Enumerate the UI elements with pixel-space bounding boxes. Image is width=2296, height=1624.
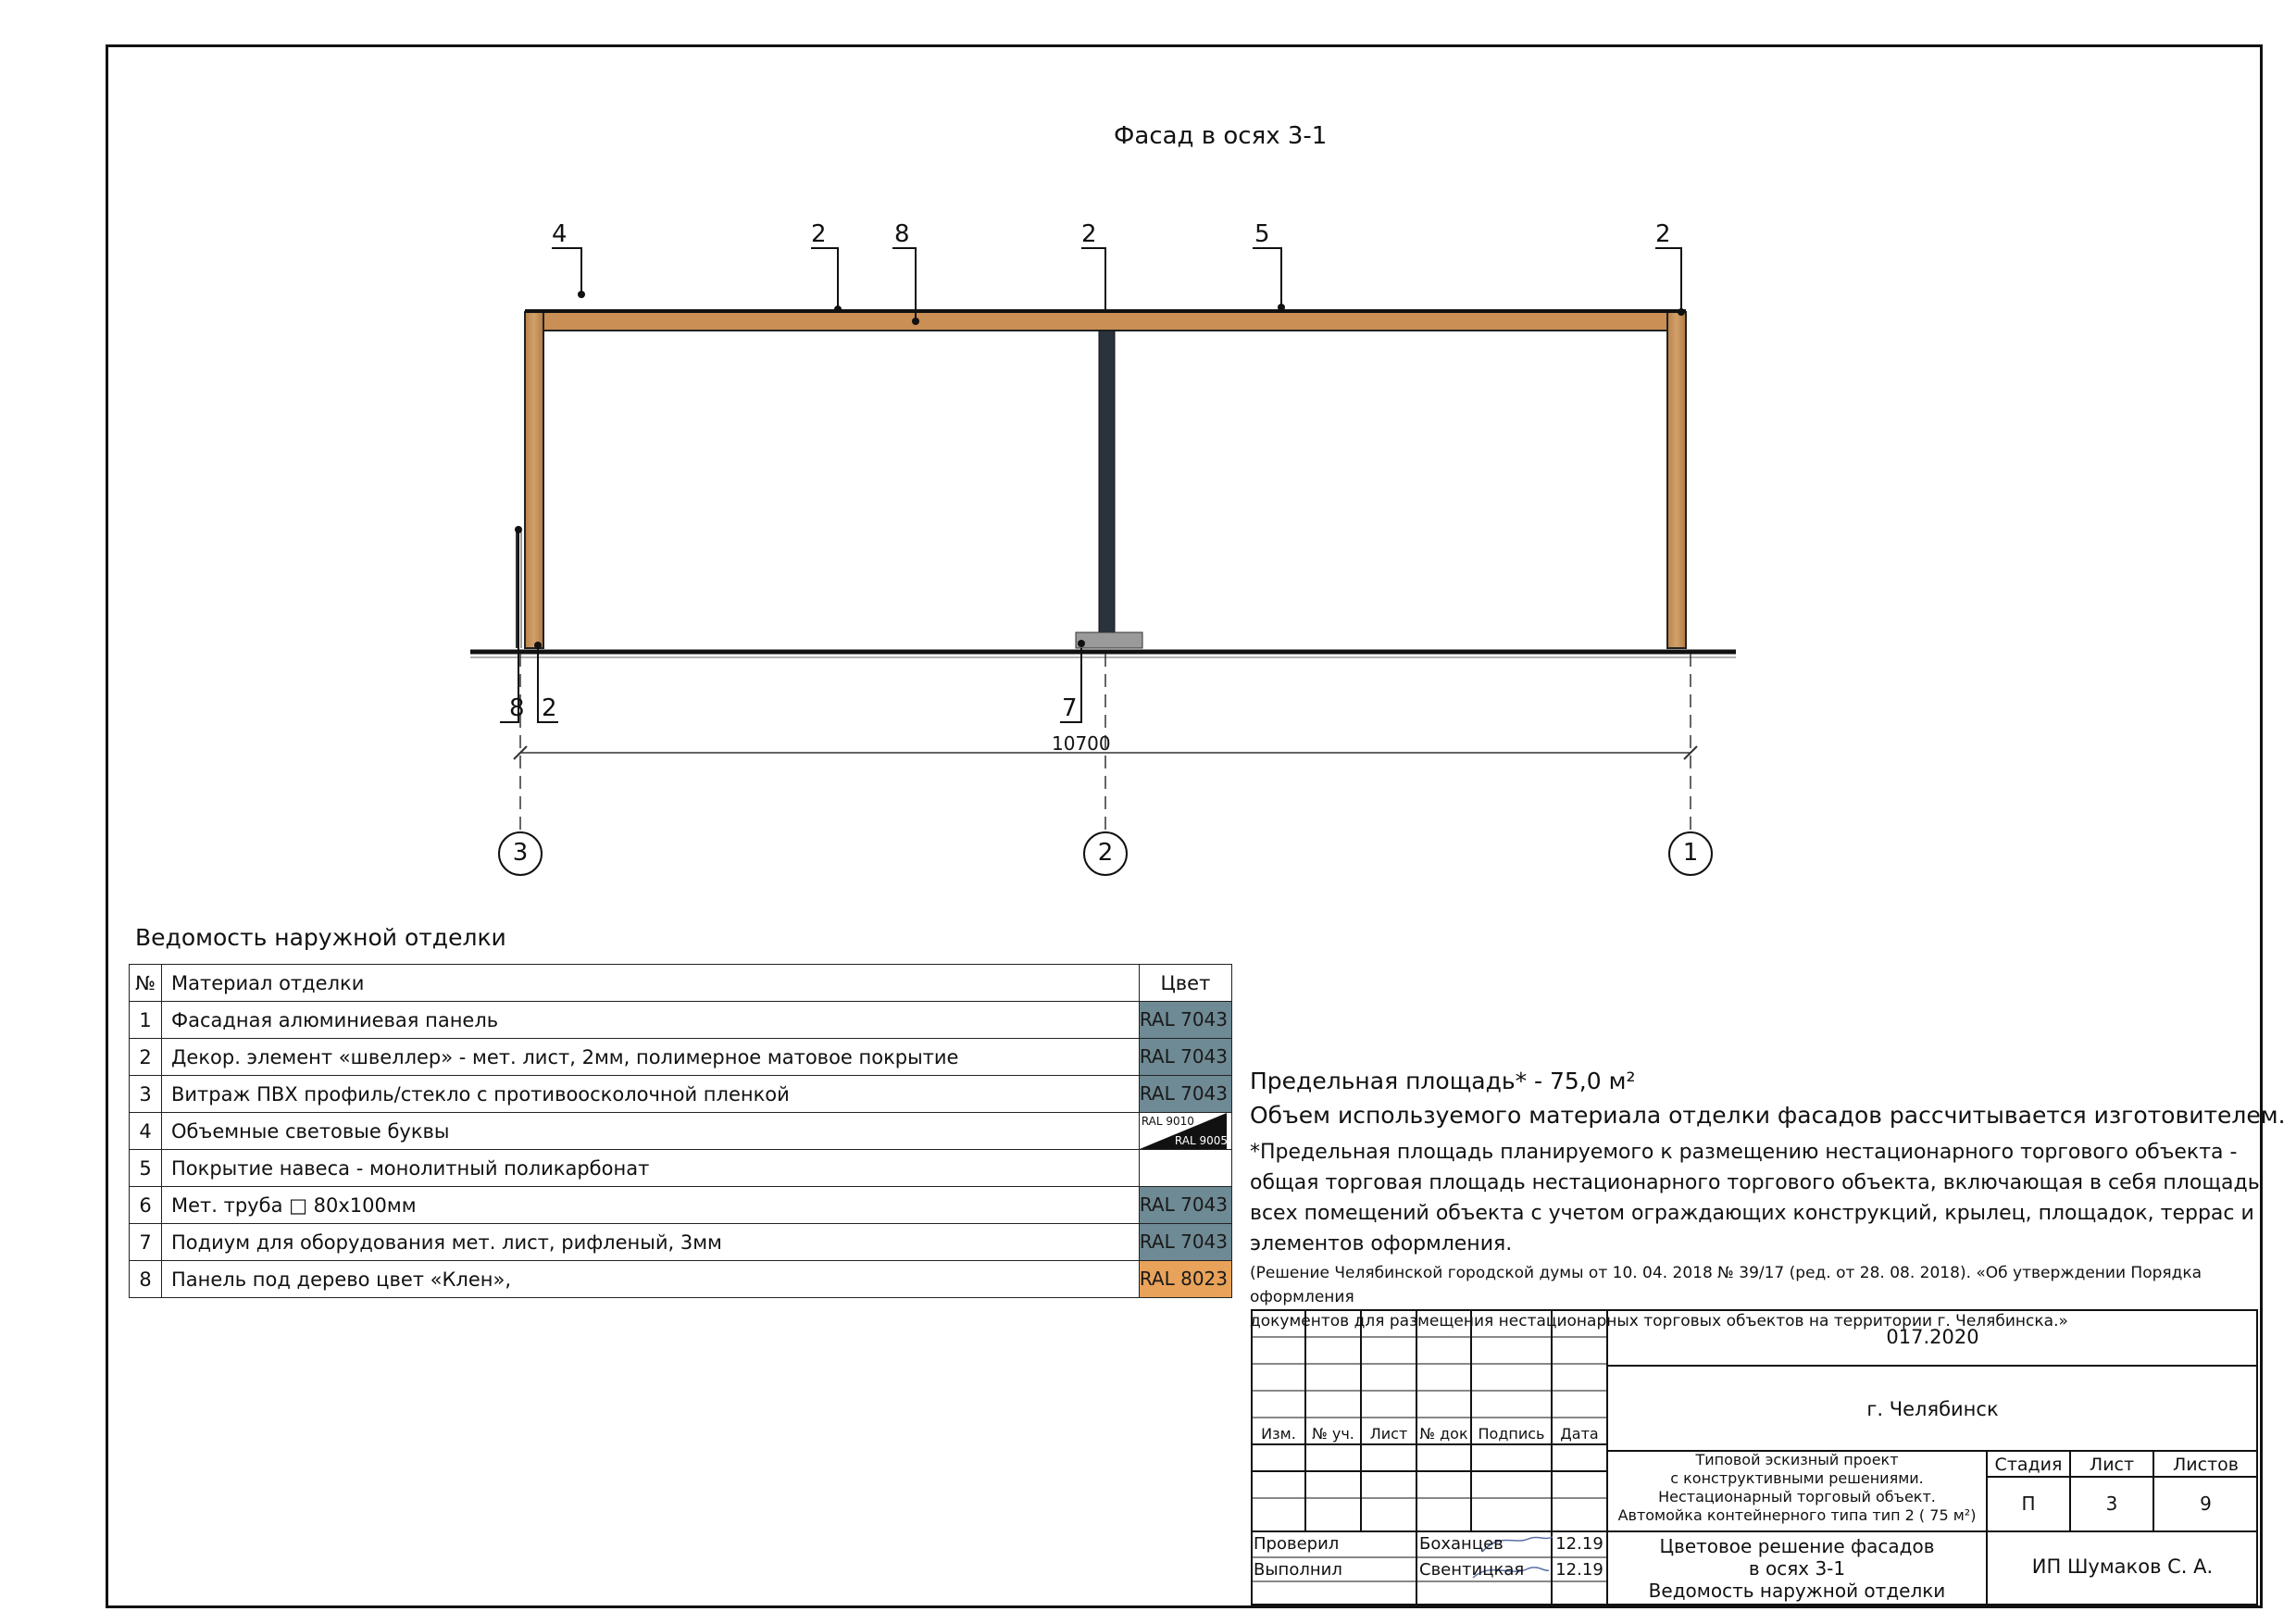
project-line: Нестационарный торговый объект. bbox=[1658, 1488, 1936, 1505]
sheets-label: Листов bbox=[2173, 1455, 2239, 1475]
row-material: Мет. труба □ 80х100мм bbox=[162, 1187, 1140, 1224]
leader-label: 8 bbox=[894, 220, 910, 248]
project-line: с конструктивными решениями. bbox=[1670, 1469, 1924, 1487]
city: г. Челябинск bbox=[1866, 1398, 1999, 1420]
drawing-title: Фасад в осях 3-1 bbox=[1114, 122, 1328, 150]
header-nuch: № уч. bbox=[1312, 1425, 1354, 1443]
leader-label: 2 bbox=[1655, 220, 1671, 248]
canopy-right-post bbox=[1667, 312, 1686, 648]
stage-label: Стадия bbox=[1994, 1455, 2063, 1475]
checked-date: 12.19 bbox=[1555, 1534, 1603, 1554]
document-code: 017.2020 bbox=[1886, 1326, 1979, 1348]
row-color bbox=[1139, 1224, 1231, 1261]
table-row bbox=[130, 1224, 1232, 1261]
metal-column bbox=[1099, 331, 1115, 648]
done-date: 12.19 bbox=[1555, 1560, 1603, 1580]
leader-label: 8 bbox=[509, 694, 525, 722]
header-izm: Изм. bbox=[1261, 1425, 1296, 1443]
axis-label: 1 bbox=[1682, 839, 1699, 867]
sheet-title-line: в осях 3-1 bbox=[1748, 1557, 1846, 1580]
color-swatch: RAL 7043 bbox=[1140, 1039, 1231, 1075]
sheets-value: 9 bbox=[2200, 1493, 2212, 1515]
header-num: № bbox=[130, 965, 162, 1002]
row-color bbox=[1139, 1113, 1231, 1150]
leader-label: 4 bbox=[552, 220, 568, 248]
color-swatch: RAL 8023 bbox=[1140, 1261, 1231, 1297]
row-material: Фасадная алюминиевая панель bbox=[162, 1002, 1140, 1039]
definition-line: *Предельная площадь планируемого к размещению нестационарного торгового объекта - bbox=[1250, 1141, 2238, 1164]
equipment-podium bbox=[1076, 632, 1142, 648]
row-color bbox=[1139, 1076, 1231, 1113]
canopy-left-post bbox=[525, 312, 543, 648]
axis-label: 2 bbox=[1097, 839, 1114, 867]
stage-value: П bbox=[2021, 1493, 2036, 1515]
project-line: Автомойка контейнерного типа тип 2 ( 75 м²) bbox=[1617, 1506, 1977, 1524]
row-num: 3 bbox=[130, 1076, 162, 1113]
definition-line: элементов оформления. bbox=[1250, 1232, 1513, 1255]
sheet-value: 3 bbox=[2105, 1493, 2118, 1515]
row-num: 1 bbox=[130, 1002, 162, 1039]
header-material: Материал отделки bbox=[162, 965, 1140, 1002]
header-list: Лист bbox=[1369, 1425, 1408, 1443]
table-header-row bbox=[130, 965, 1232, 1002]
row-color bbox=[1139, 1039, 1231, 1076]
leader-label: 2 bbox=[811, 220, 827, 248]
volume-note: Объем используемого материала отделки фасадов рассчитывается изготовителем. bbox=[1250, 1102, 2286, 1129]
canopy-top-beam bbox=[525, 312, 1686, 331]
row-num: 8 bbox=[130, 1261, 162, 1298]
color-swatch: RAL 7043 bbox=[1140, 1224, 1231, 1260]
sheet-title bbox=[1607, 1535, 1987, 1602]
row-color bbox=[1139, 1150, 1231, 1187]
row-material: Витраж ПВХ профиль/стекло с противоосколочной пленкой bbox=[162, 1076, 1140, 1113]
sheet-label: Лист bbox=[2089, 1455, 2135, 1475]
leader-label: 7 bbox=[1062, 694, 1078, 722]
row-material: Покрытие навеса - монолитный поликарбонат bbox=[162, 1150, 1140, 1187]
project-line: Типовой эскизный проект bbox=[1695, 1451, 1899, 1468]
row-num: 2 bbox=[130, 1039, 162, 1076]
decision-line: документов для размещения нестационарных торговых объектов на территории г. Челябинска.» bbox=[1250, 1312, 2068, 1330]
area-note: Предельная площадь* - 75,0 м² bbox=[1250, 1068, 1636, 1094]
sheet-title-line: Ведомость наружной отделки bbox=[1648, 1580, 1946, 1602]
checked-name: Боханцев bbox=[1419, 1534, 1504, 1554]
definition-line: всех помещений объекта с учетом ограждающих конструкций, крылец, площадок, террас и bbox=[1250, 1202, 2254, 1225]
area-definition bbox=[1250, 1137, 2260, 1259]
leader-label: 2 bbox=[542, 694, 557, 722]
table-row bbox=[130, 1039, 1232, 1076]
dimension-label: 10700 bbox=[1052, 732, 1111, 755]
table-row bbox=[130, 1261, 1232, 1298]
row-num: 7 bbox=[130, 1224, 162, 1261]
row-num: 4 bbox=[130, 1113, 162, 1150]
header-ndok: № док bbox=[1419, 1425, 1468, 1443]
header-podpis: Подпись bbox=[1478, 1425, 1545, 1443]
decision-line: (Решение Челябинской городской думы от 10. 04. 2018 № 39/17 (ред. от 28. 08. 2018). «Об утверждении Порядка оформления bbox=[1250, 1264, 2202, 1306]
axis-label: 3 bbox=[512, 839, 529, 867]
header-color: Цвет bbox=[1139, 965, 1231, 1002]
color-swatch: RAL 7043 bbox=[1140, 1187, 1231, 1223]
row-color bbox=[1139, 1187, 1231, 1224]
split-color-swatch bbox=[1140, 1113, 1231, 1149]
header-data: Дата bbox=[1560, 1425, 1599, 1443]
table-row bbox=[130, 1187, 1232, 1224]
done-name: Свентицкая bbox=[1419, 1560, 1525, 1580]
row-material: Панель под дерево цвет «Клен», bbox=[162, 1261, 1140, 1298]
table-row bbox=[130, 1150, 1232, 1187]
definition-line: общая торговая площадь нестационарного торгового объекта, включающая в себя площадь bbox=[1250, 1171, 2260, 1194]
row-num: 5 bbox=[130, 1150, 162, 1187]
table-row bbox=[130, 1113, 1232, 1150]
swatch-label-b: RAL 9005 bbox=[1174, 1134, 1228, 1147]
swatch-label-a: RAL 9010 bbox=[1141, 1115, 1194, 1128]
leader-label: 5 bbox=[1254, 220, 1270, 248]
leader-label: 2 bbox=[1081, 220, 1097, 248]
project-description bbox=[1607, 1451, 1987, 1525]
checked-label: Проверил bbox=[1254, 1534, 1340, 1554]
sheet-title-line: Цветовое решение фасадов bbox=[1659, 1535, 1935, 1557]
finish-schedule-table bbox=[129, 964, 1232, 1298]
row-num: 6 bbox=[130, 1187, 162, 1224]
done-label: Выполнил bbox=[1254, 1560, 1342, 1580]
color-swatch: RAL 7043 bbox=[1140, 1076, 1231, 1112]
table-row bbox=[130, 1002, 1232, 1039]
row-material: Декор. элемент «швеллер» - мет. лист, 2мм, полимерное матовое покрытие bbox=[162, 1039, 1140, 1076]
row-color bbox=[1139, 1261, 1231, 1298]
table-row bbox=[130, 1076, 1232, 1113]
title-block bbox=[1251, 1309, 2258, 1605]
row-material: Объемные световые буквы bbox=[162, 1113, 1140, 1150]
color-swatch: RAL 7043 bbox=[1140, 1002, 1231, 1038]
schedule-title: Ведомость наружной отделки bbox=[135, 924, 506, 951]
row-color bbox=[1139, 1002, 1231, 1039]
row-material: Подиум для оборудования мет. лист, рифленый, 3мм bbox=[162, 1224, 1140, 1261]
company-name: ИП Шумаков С. А. bbox=[2031, 1555, 2214, 1578]
